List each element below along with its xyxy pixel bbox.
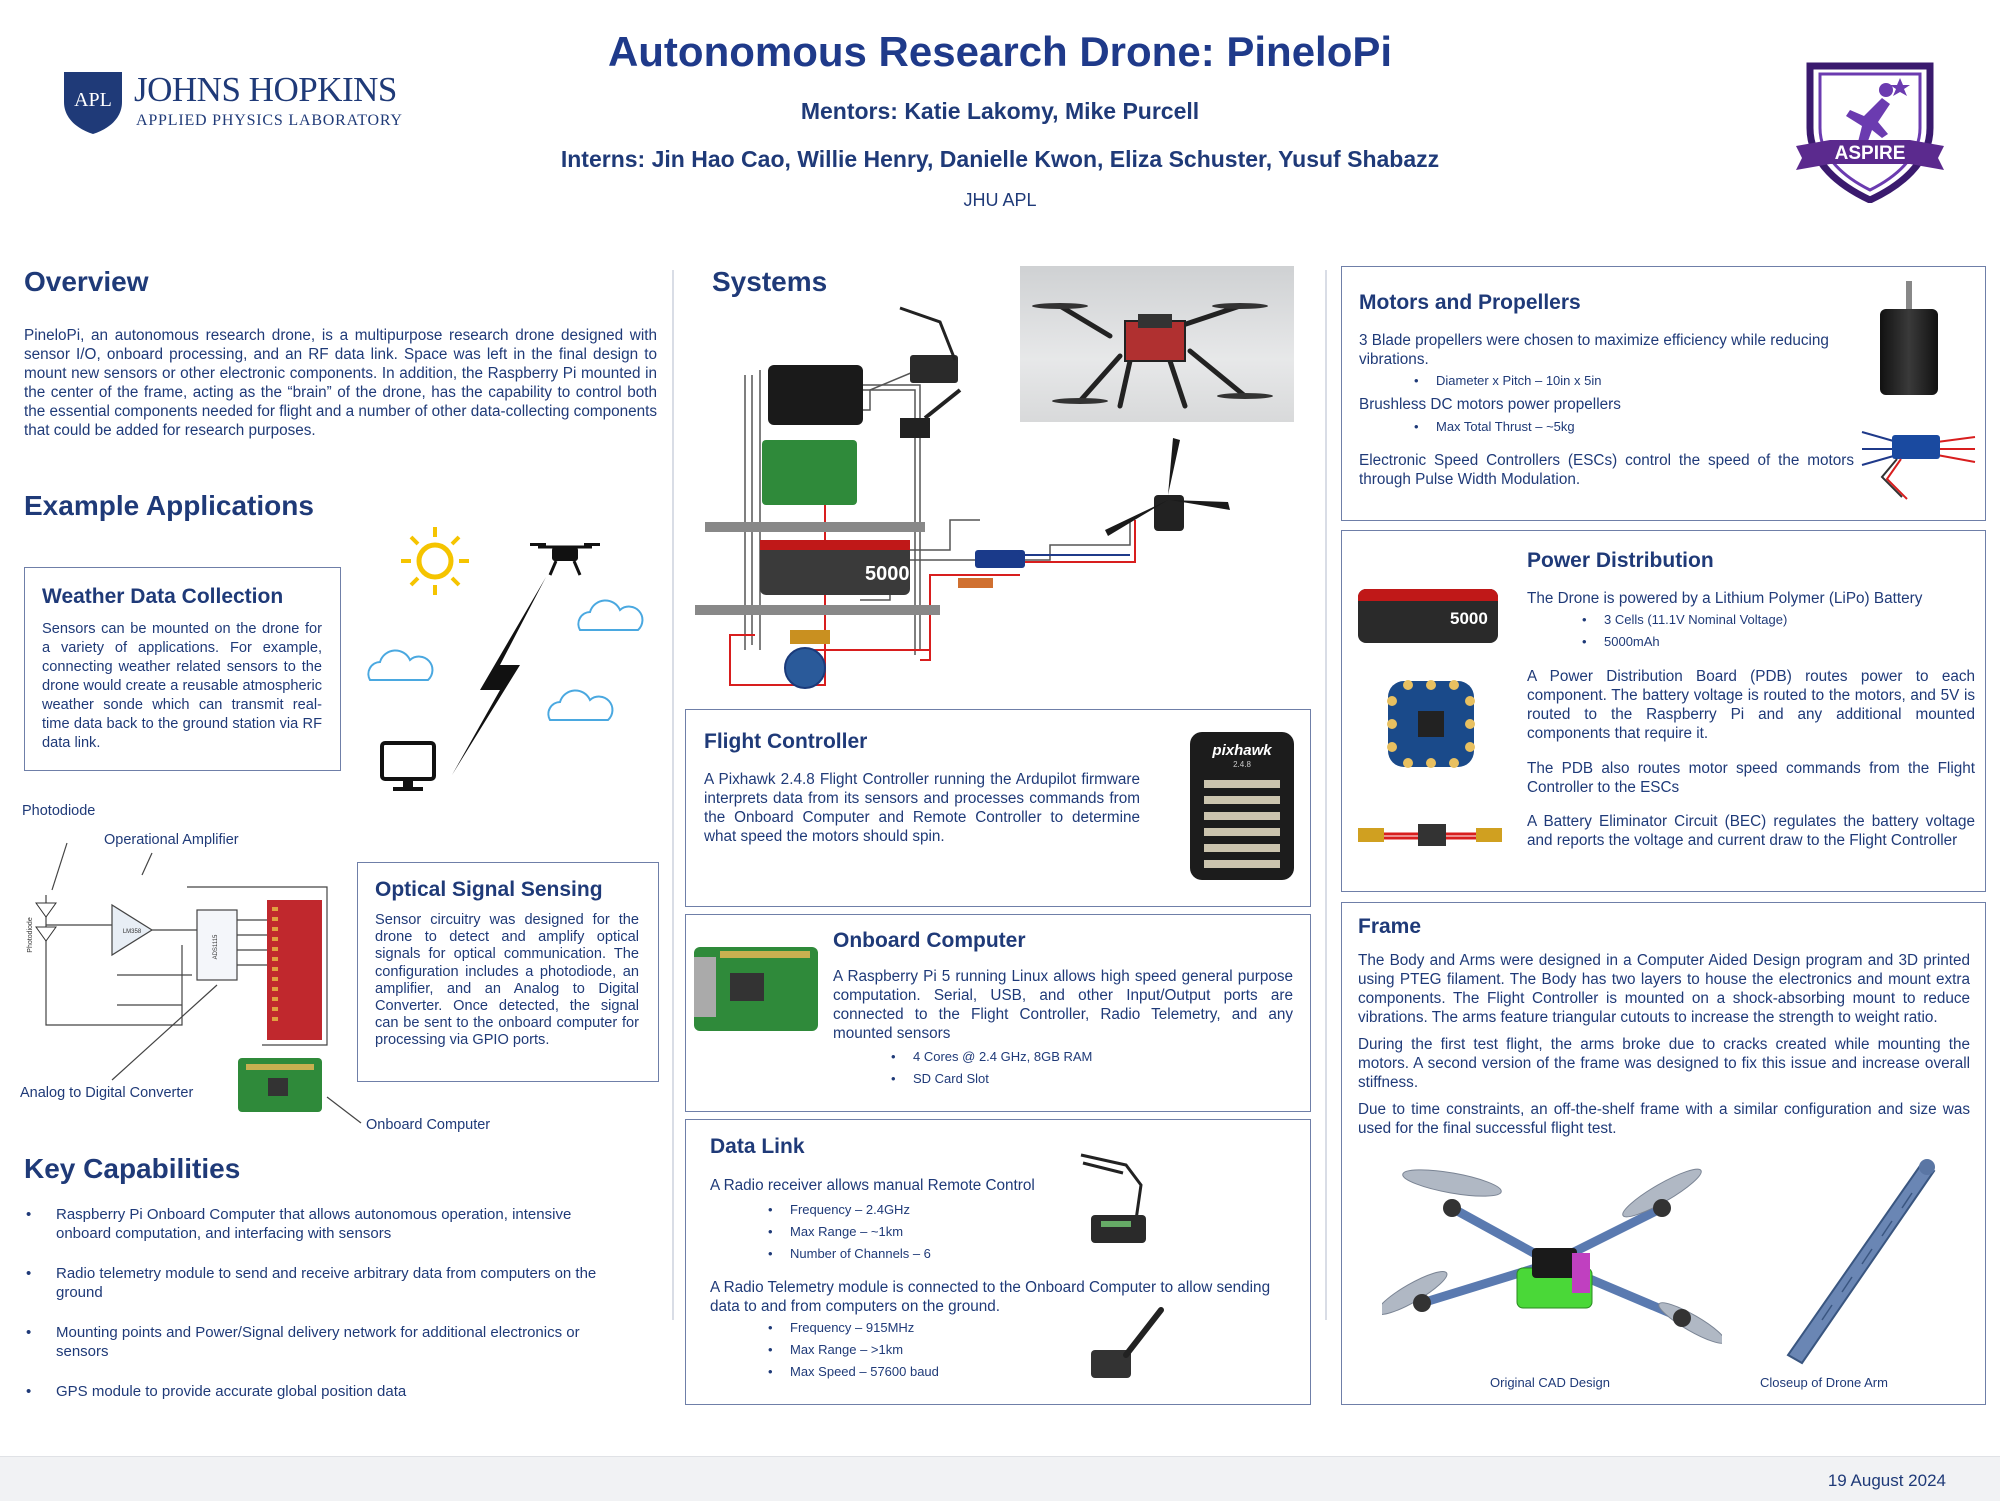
motors-b1 — [1414, 370, 1601, 392]
systems-wiring-diagram — [690, 290, 1270, 700]
poster-title: Autonomous Research Drone: PineloPi — [607, 28, 1393, 75]
spec-item: • Frequency – 915MHz — [768, 1317, 939, 1339]
weather-illustration — [360, 515, 660, 800]
power-card — [1341, 530, 1986, 892]
organization: JHU APL — [963, 190, 1037, 210]
power-p1: The Drone is powered by a Lithium Polymer (LiPo) Battery — [1527, 590, 1923, 607]
onboard-computer-heading: Onboard Computer — [833, 929, 1026, 952]
frame-p2: During the first test flight, the arms broke due to cracks created while mounting the motors. A second version of the frame was designed to fix this issue and increase overall stiffness. — [1358, 1036, 1970, 1091]
photodiode-label: Photodiode — [22, 803, 96, 819]
onboard-computer-label: Onboard Computer — [366, 1117, 491, 1133]
key-capabilities-list — [26, 1205, 616, 1401]
optical-text: Sensor circuitry was designed for the drone to detect and amplify optical signals for optical communication. The configuration includes a photodiode, an amplifier, and an Analog to Digital Converter. Once detected, the signal can be sent to the onboard computer for processing via GPIO ports. — [375, 912, 639, 1049]
poster-date: 19 August 2024 — [1827, 1471, 1946, 1490]
motors-heading: Motors and Propellers — [1359, 291, 1581, 314]
frame-card — [1341, 902, 1986, 1405]
op-amp-label: Operational Amplifier — [104, 832, 239, 848]
raspberry-pi-small — [238, 1058, 322, 1112]
optical-card — [357, 862, 659, 1082]
motor-image — [1874, 281, 1944, 399]
weather-heading: Weather Data Collection — [42, 585, 284, 608]
sun-icon — [401, 527, 469, 595]
capability-item: • GPS module to provide accurate global position data — [26, 1382, 616, 1401]
example-applications-heading: Example Applications — [24, 490, 314, 521]
svg-text:Photodiode: Photodiode — [27, 917, 34, 953]
spec-item: • Number of Channels – 6 — [768, 1243, 931, 1265]
onboard-computer-card — [685, 914, 1311, 1112]
telemetry-bullets — [768, 1317, 939, 1383]
spec-item: • Frequency – 2.4GHz — [768, 1199, 931, 1221]
telemetry-radio-image — [1081, 1300, 1181, 1390]
frame-p3: Due to time constraints, an off-the-shelf frame with a similar configuration and size was used for the final successful flight test. — [1358, 1101, 1970, 1137]
rc-bullets — [768, 1199, 931, 1265]
svg-text:ADS1115: ADS1115 — [213, 934, 219, 960]
svg-text:LM358: LM358 — [122, 929, 142, 935]
drone-icon — [530, 543, 600, 575]
data-link-card — [685, 1119, 1311, 1405]
frame-heading: Frame — [1358, 915, 1422, 938]
motors-card — [1341, 266, 1986, 521]
monitor-icon — [382, 743, 434, 791]
systems-heading: Systems — [712, 266, 828, 297]
data-link-heading: Data Link — [710, 1135, 805, 1158]
adc-label: Analog to Digital Converter — [20, 1085, 194, 1101]
optical-circuit-diagram — [22, 825, 362, 1095]
frame-p1: The Body and Arms were designed in a Computer Aided Design program and 3D printed using PTEG filament. The Body has two layers to house the electronics and mount extra components. The Flight Controller is mounted on a shock-absorbing mount to reduce vibrations. The arms feature triangular cutouts to increase the strength to weight ratio. — [1358, 952, 1970, 1026]
leader-line — [325, 1095, 365, 1127]
lightning-icon — [452, 577, 546, 775]
flight-controller-heading: Flight Controller — [704, 730, 868, 753]
capability-item: • Radio telemetry module to send and receive arbitrary data from computers on the ground — [26, 1264, 616, 1302]
spec-item: • Max Speed – 57600 baud — [768, 1361, 939, 1383]
cloud-icon — [368, 600, 642, 720]
power-p2: A Power Distribution Board (PDB) routes power to each component. The battery voltage is routed to the motors, and 5V is routed to the Raspberry Pi and any additional mounted components that require it. — [1527, 668, 1975, 742]
onboard-computer-text: A Raspberry Pi 5 running Linux allows high speed general purpose computation. Serial, USB, and other Input/Output ports are connected to the Flight Controller, Radio Telemetry, and any mounted sensors — [833, 968, 1293, 1042]
weather-card — [24, 567, 341, 771]
interns-line: Interns: Jin Hao Cao, Willie Henry, Danielle Kwon, Eliza Schuster, Yusuf Shabazz — [560, 146, 1440, 172]
aspire-logo — [1790, 58, 1950, 203]
flight-controller-card — [685, 709, 1311, 907]
spec-item: • Max Range – >1km — [768, 1339, 939, 1361]
pixhawk-image: pixhawk 2.4.8 — [1190, 732, 1294, 880]
motors-p1: 3 Blade propellers were chosen to maximize efficiency while reducing vibrations. — [1359, 332, 1829, 368]
cad-drone-image — [1382, 1153, 1722, 1368]
key-capabilities-heading: Key Capabilities — [24, 1153, 241, 1184]
lipo-battery-image: 5000 — [1358, 589, 1498, 643]
power-p3: The PDB also routes motor speed commands from the Flight Controller to the ESCs — [1527, 760, 1975, 796]
column-divider — [672, 270, 674, 1320]
spec-item: • Max Total Thrust – ~5kg — [1414, 416, 1575, 438]
spec-item: • 4 Cores @ 2.4 GHz, 8GB RAM — [891, 1046, 1092, 1068]
radio-receiver-image — [1071, 1145, 1181, 1245]
arm-caption: Closeup of Drone Arm — [1760, 1375, 1888, 1390]
flight-controller-text: A Pixhawk 2.4.8 Flight Controller running the Ardupilot firmware interprets data from its sensors and processes commands from the Onboard Computer and Remote Controller to determine what speed the motors should spin. — [704, 771, 1140, 845]
apl-logo-sub: APPLIED PHYSICS LABORATORY — [136, 112, 403, 129]
power-heading: Power Distribution — [1527, 549, 1714, 572]
cad-caption: Original CAD Design — [1490, 1375, 1610, 1390]
spec-item: • 3 Cells (11.1V Nominal Voltage) — [1582, 609, 1787, 631]
motors-p2: Brushless DC motors power propellers — [1359, 396, 1621, 413]
svg-text:APL: APL — [74, 89, 112, 111]
optical-heading: Optical Signal Sensing — [375, 878, 603, 901]
spec-item: • 5000mAh — [1582, 631, 1787, 653]
column-divider — [1325, 270, 1327, 1320]
svg-text:5000: 5000 — [865, 563, 910, 585]
raspberry-pi-image — [694, 947, 818, 1031]
bec-image — [1356, 816, 1506, 856]
capability-item: • Raspberry Pi Onboard Computer that allows autonomous operation, intensive onboard computation, and interfacing with sensors — [26, 1205, 616, 1243]
power-p4: A Battery Eliminator Circuit (BEC) regulates the battery voltage and reports the voltage and current draw to the Flight Controller — [1527, 813, 1975, 849]
onboard-computer-bullets — [891, 1046, 1092, 1090]
spec-item: • SD Card Slot — [891, 1068, 1092, 1090]
spec-item: • Max Range – ~1km — [768, 1221, 931, 1243]
overview-heading: Overview — [24, 266, 149, 297]
apl-logo-name: JOHNS HOPKINS — [134, 70, 397, 109]
motors-p3: Electronic Speed Controllers (ESCs) control the speed of the motors through Pulse Width Modulation. — [1359, 452, 1854, 488]
motors-b2 — [1414, 416, 1575, 438]
footer-bar — [0, 1456, 2000, 1501]
overview-text: PineloPi, an autonomous research drone, is a multipurpose research drone designed with sensor I/O, onboard processing, and an RF data link. Space was left in the final design to mount new sensors or other electronic components. In addition, the Raspberry Pi mounted in the center of the frame, acting as the “brain” of the drone, has the capability to control both the essential components needed for flight and a number of other data-collecting components that could be added for research purposes. — [24, 327, 657, 439]
spec-item: • Diameter x Pitch – 10in x 5in — [1414, 370, 1601, 392]
svg-text:ASPIRE: ASPIRE — [1834, 143, 1906, 164]
telemetry-text: A Radio Telemetry module is connected to the Onboard Computer to allow sending data to and from computers on the ground. — [710, 1279, 1271, 1315]
drone-arm-image — [1762, 1153, 1942, 1368]
power-bullets — [1582, 609, 1787, 653]
esc-image — [1857, 417, 1977, 507]
mentors-line: Mentors: Katie Lakomy, Mike Purcell — [800, 98, 1200, 124]
weather-text: Sensors can be mounted on the drone for a variety of applications. For example, connecting weather related sensors to the drone would create a reusable atmospheric weather sonde which can transmit real-time data back to the ground station via RF data link. — [42, 621, 322, 751]
rc-text: A Radio receiver allows manual Remote Control — [710, 1177, 1035, 1194]
pdb-image — [1378, 671, 1484, 777]
capability-item: • Mounting points and Power/Signal delivery network for additional electronics or sensors — [26, 1323, 616, 1361]
